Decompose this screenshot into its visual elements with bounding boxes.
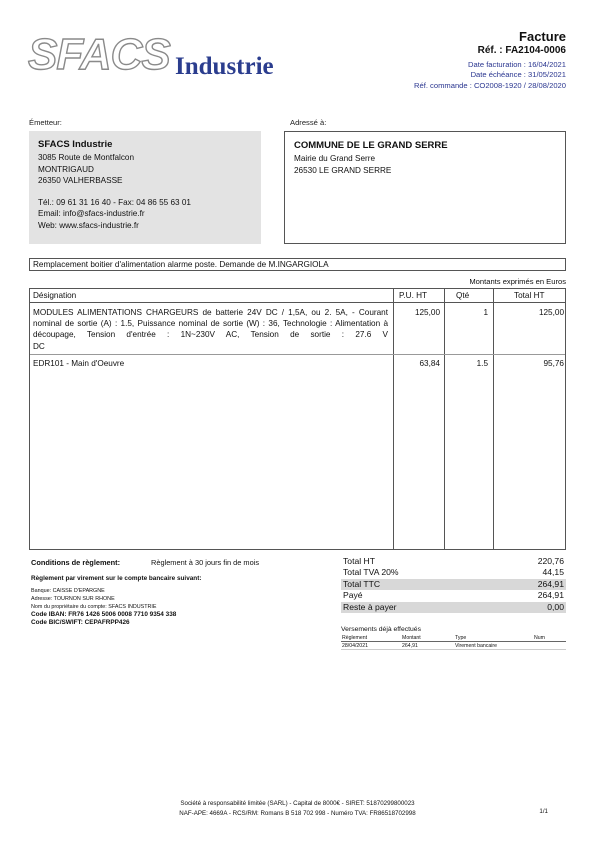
payments-col-type: Type xyxy=(455,635,467,641)
logo-suffix: Industrie xyxy=(175,53,274,80)
invoice-header xyxy=(306,30,566,91)
paid-row xyxy=(341,590,566,601)
bank-name: Banque: CAISSE D'EPARGNE xyxy=(31,588,105,594)
emitter-address-2: MONTRIGAUD xyxy=(38,164,94,174)
row-2-total: 95,76 xyxy=(543,359,564,368)
order-ref: Réf. commande : CO2008-1920 / 28/08/2020 xyxy=(414,80,566,90)
row-1-designation-end: DC xyxy=(33,341,45,351)
row-1-unit-price: 125,00 xyxy=(414,308,440,317)
payment-date: 28/04/2021 xyxy=(342,643,368,649)
emitter-web: Web: www.sfacs-industrie.fr xyxy=(38,220,139,230)
amounts-note: Montants exprimés en Euros xyxy=(469,277,566,286)
recipient-address-2: 26530 LE GRAND SERRE xyxy=(294,165,392,175)
payments-made xyxy=(341,625,566,650)
col-total: Total HT xyxy=(514,291,545,300)
col-designation: Désignation xyxy=(33,291,77,300)
emitter-label: Émetteur: xyxy=(29,118,62,127)
payment-amount: 264,91 xyxy=(402,643,418,649)
row-2-quantity: 1.5 xyxy=(476,359,488,368)
total-ttc-row xyxy=(341,579,566,590)
payments-col-num: Num xyxy=(534,635,545,641)
emitter-email: Email: info@sfacs-industrie.fr xyxy=(38,209,145,219)
total-ttc-label: Total TTC xyxy=(343,578,381,589)
total-ht-value: 220,76 xyxy=(537,556,564,566)
footer-line-1: Société à responsabilité limitée (SARL) - Capital de 8000€ - SIRET: 51870299800023 xyxy=(180,800,415,807)
emitter-address-1: 3085 Route de Montfalcon xyxy=(38,153,135,162)
emitter-phone-fax: Tél.: 09 61 31 16 40 - Fax: 04 86 55 63 01 xyxy=(38,197,191,207)
payments-header xyxy=(341,634,566,642)
invoice-ref: Réf. : FA2104-0006 xyxy=(477,45,566,56)
col-quantity: Qté xyxy=(456,291,470,300)
transfer-title: Règlement par virement sur le compte bancaire suivant: xyxy=(31,575,202,582)
paid-value: 264,91 xyxy=(537,590,564,601)
totals-block xyxy=(341,556,566,613)
payments-col-amount: Montant xyxy=(402,635,421,641)
account-owner: Nom du propriétaire du compte: SFACS INDUSTRIE xyxy=(31,604,157,610)
total-ttc-value: 264,91 xyxy=(537,578,564,589)
row-2-designation: EDR101 - Main d'Oeuvre xyxy=(33,359,125,368)
total-ht-label: Total HT xyxy=(343,556,375,566)
row-2-unit-price: 63,84 xyxy=(419,359,440,368)
col-unit-price: P.U. HT xyxy=(399,291,428,300)
payments-col-date: Règlement xyxy=(342,635,368,641)
company-logo xyxy=(28,30,288,84)
footer xyxy=(0,799,595,818)
remaining-label: Reste à payer xyxy=(343,601,397,612)
iban: Code IBAN: FR76 1426 5006 0008 7710 9354 338 xyxy=(31,611,177,618)
payments-title: Versements déjà effectués xyxy=(341,626,421,633)
recipient-box xyxy=(284,131,566,244)
remaining-row xyxy=(341,602,566,613)
footer-line-2: NAF-APE: 4669A - RCS/RM: Romans B 518 702 998 - Numéro TVA: FR86518702998 xyxy=(179,809,416,817)
row-1-total: 125,00 xyxy=(538,308,564,317)
conditions-label: Conditions de règlement: xyxy=(31,558,121,567)
row-1-designation: MODULES ALIMENTATIONS CHARGEURS de batterie 24V DC / 1,5A, ou 2. 5A, - Courant nominal de sortie (A) : 1.5, Puissance nominal de sortie (W) : 36, Technologie : Alimentation à découpage, Tension d'entrée : 1N~230V AC, Tension de sortie : 27.6 V xyxy=(33,308,388,340)
invoice-date: Date facturation : 16/04/2021 xyxy=(468,60,566,69)
row-1-quantity: 1 xyxy=(483,308,488,317)
paid-label: Payé xyxy=(343,590,363,601)
emitter-name: SFACS Industrie xyxy=(38,139,113,150)
total-ht-row xyxy=(341,556,566,567)
conditions-value: Règlement à 30 jours fin de mois xyxy=(151,558,260,567)
recipient-name: COMMUNE DE LE GRAND SERRE xyxy=(294,140,448,151)
total-tva-row xyxy=(341,567,566,578)
remaining-value: 0,00 xyxy=(547,601,564,612)
emitter-address-3: 26350 VALHERBASSE xyxy=(38,176,123,186)
payment-conditions xyxy=(31,558,321,626)
items-table xyxy=(29,288,566,550)
payment-type: Virement bancaire xyxy=(455,643,498,649)
bank-address: Adresse: TOURNON SUR RHONE xyxy=(31,596,115,602)
logo-brand: SFACS xyxy=(28,30,170,79)
total-tva-value: 44,15 xyxy=(542,567,564,578)
emitter-box xyxy=(29,131,261,244)
payment-row xyxy=(341,642,566,650)
recipient-label: Adressé à: xyxy=(290,118,327,127)
recipient-address-1: Mairie du Grand Serre xyxy=(294,154,375,163)
page-number: 1/1 xyxy=(539,808,548,815)
invoice-subject: Remplacement boitier d'alimentation alarme poste. Demande de M.INGARGIOLA xyxy=(29,258,566,271)
bic-swift: Code BIC/SWIFT: CEPAFRPP426 xyxy=(31,619,130,626)
due-date: Date échéance : 31/05/2021 xyxy=(470,70,566,80)
invoice-title: Facture xyxy=(519,29,566,44)
total-tva-label: Total TVA 20% xyxy=(343,567,399,578)
